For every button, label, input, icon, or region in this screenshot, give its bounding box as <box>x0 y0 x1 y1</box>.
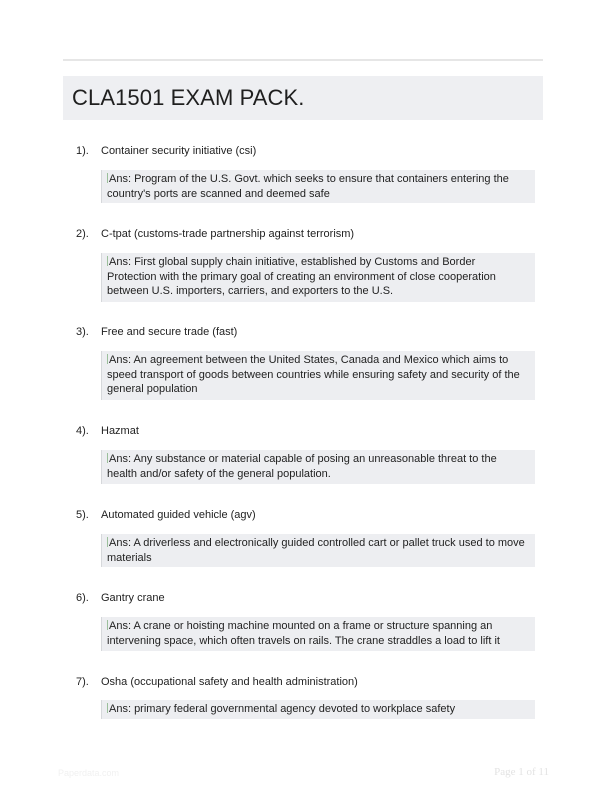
title-banner <box>63 76 543 120</box>
answer-box <box>101 450 535 484</box>
answer-marker <box>107 173 108 183</box>
question-text: Container security initiative (csi) <box>101 145 257 157</box>
answer-text: Ans: A driverless and electronically guided controlled cart or pallet truck used to move materials <box>107 537 525 564</box>
qa-item-4 <box>0 423 606 480</box>
page-indicator: Page 1 of 11 <box>494 766 549 778</box>
qa-item-3 <box>0 324 606 395</box>
answer-box <box>101 351 535 400</box>
answer-marker <box>107 354 108 364</box>
question-number: 4). <box>76 425 89 437</box>
question-text: Automated guided vehicle (agv) <box>101 509 256 521</box>
qa-item-1 <box>0 143 606 200</box>
answer-box <box>101 253 535 302</box>
answer-marker <box>107 703 108 713</box>
answer-marker <box>107 453 108 463</box>
answer-marker <box>107 620 108 630</box>
answer-text: Ans: Any substance or material capable of posing an unreasonable threat to the health and/or safety of the general population. <box>107 453 497 480</box>
question-text: C-tpat (customs-trade partnership against terrorism) <box>101 228 355 240</box>
question-number: 7). <box>76 676 89 688</box>
answer-text: Ans: First global supply chain initiative, established by Customs and Border Protection with the primary goal of creating an environment of close cooperation between U.S. importers, carriers, and exporters to the U.S. <box>107 256 496 297</box>
answer-box <box>101 534 535 567</box>
answer-text: Ans: primary federal governmental agency devoted to workplace safety <box>109 703 456 715</box>
answer-marker <box>107 537 108 547</box>
answer-box <box>101 170 535 203</box>
question-number: 1). <box>76 145 89 157</box>
qa-item-6 <box>0 590 606 647</box>
question-number: 3). <box>76 326 89 338</box>
question-number: 5). <box>76 509 89 521</box>
question-text: Osha (occupational safety and health administration) <box>101 676 358 688</box>
qa-item-5 <box>0 507 606 564</box>
question-text: Free and secure trade (fast) <box>101 326 238 338</box>
question-number: 2). <box>76 228 89 240</box>
question-text: Gantry crane <box>101 592 165 604</box>
header-divider <box>63 59 543 61</box>
answer-box <box>101 617 535 651</box>
qa-item-2 <box>0 226 606 297</box>
footer-watermark: Paperdata.com <box>58 768 120 778</box>
answer-marker <box>107 256 108 266</box>
question-text: Hazmat <box>101 425 139 437</box>
document-title: CLA1501 EXAM PACK. <box>72 85 305 110</box>
answer-box <box>101 700 535 719</box>
answer-text: Ans: Program of the U.S. Govt. which seeks to ensure that containers entering the country's ports are scanned and deemed safe <box>107 173 509 200</box>
question-number: 6). <box>76 592 89 604</box>
qa-item-7 <box>0 674 606 715</box>
answer-text: Ans: A crane or hoisting machine mounted on a frame or structure spanning an intervening space, which often travels on rails. The crane straddles a load to lift it <box>107 620 500 647</box>
answer-text: Ans: An agreement between the United States, Canada and Mexico which aims to speed transport of goods between countries while ensuring safety and security of the general population <box>107 354 520 395</box>
